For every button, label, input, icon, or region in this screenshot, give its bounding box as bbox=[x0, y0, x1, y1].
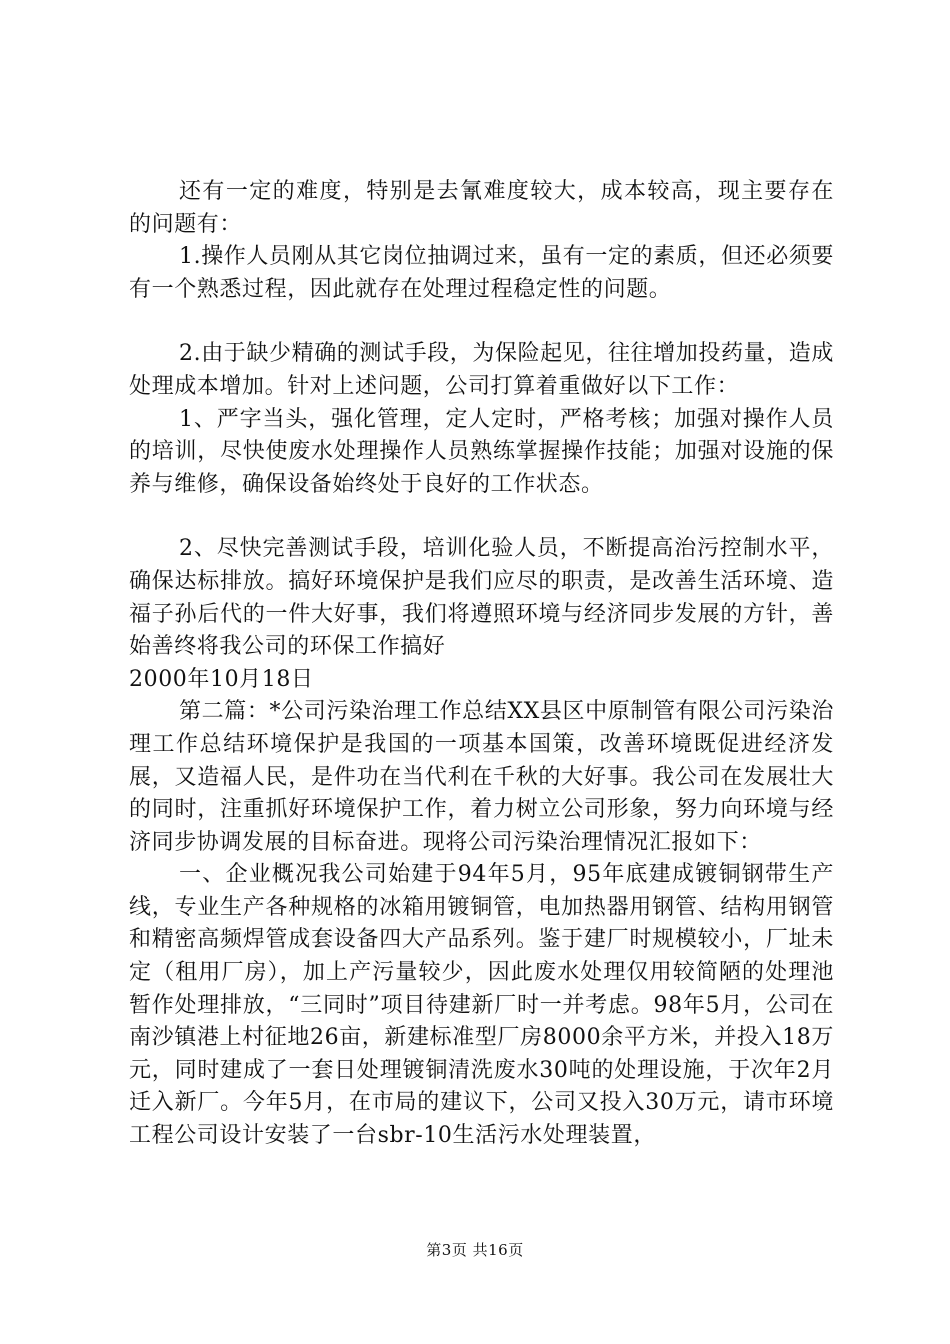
paragraph-issue-2: 2.由于缺少精确的测试手段，为保险起见，往往增加投药量，造成处理成本增加。针对上述问题，公司打算着重做好以下工作： bbox=[129, 341, 834, 399]
page-number-footer: 第3页 共16页 bbox=[426, 1241, 524, 1259]
paragraph-issue-1: 1.操作人员刚从其它岗位抽调过来，虽有一定的素质，但还必须要有一个熟悉过程，因此就存在处理过程稳定性的问题。 bbox=[129, 244, 834, 302]
paragraph-spacer bbox=[129, 306, 834, 338]
document-body bbox=[129, 176, 834, 1153]
paragraph-date: 2000年10月18日 bbox=[129, 666, 314, 692]
paragraph-intro: 还有一定的难度，特别是去氰难度较大，成本较高，现主要存在的问题有： bbox=[129, 179, 834, 237]
paragraph-measure-1: 1、严字当头，强化管理，定人定时，严格考核；加强对操作人员的培训，尽快使废水处理操作人员熟练掌握操作技能；加强对设施的保养与维修，确保设备始终处于良好的工作状态。 bbox=[129, 406, 834, 497]
paragraph-spacer bbox=[129, 501, 834, 533]
paragraph-measure-2: 2、尽快完善测试手段，培训化验人员，不断提高治污控制水平，确保达标排放。搞好环境保护是我们应尽的职责，是改善生活环境、造福子孙后代的一件大好事，我们将遵照环境与经济同步发展的方针，善始善终将我公司的环保工作搞好 bbox=[129, 536, 834, 660]
paragraph-company-overview: 一、企业概况我公司始建于94年5月，95年底建成镀铜钢带生产线，专业生产各种规格的冰箱用镀铜管，电加热器用钢管、结构用钢管和精密高频焊管成套设备四大产品系列。鉴于建厂时规模较小，厂址未定（租用厂房），加上产污量较少，因此废水处理仅用较简陋的处理池暂作处理排放，“三同时”项目待建新厂时一并考虑。98年5月，公司在南沙镇港上村征地26亩，新建标准型厂房8000余平方米，并投入18万元，同时建成了一套日处理镀铜清洗废水30吨的处理设施，于次年2月迁入新厂。今年5月，在市局的建议下，公司又投入30万元，请市环境工程公司设计安装了一台sbr-10生活污水处理装置， bbox=[129, 862, 834, 1149]
paragraph-second-article: 第二篇：*公司污染治理工作总结XX县区中原制管有限公司污染治理工作总结环境保护是我国的一项基本国策，改善环境既促进经济发展，又造福人民，是件功在当代利在千秋的大好事。我公司在发展壮大的同时，注重抓好环境保护工作，着力树立公司形象，努力向环境与经济同步协调发展的目标奋进。现将公司污染治理情况汇报如下： bbox=[129, 699, 834, 855]
